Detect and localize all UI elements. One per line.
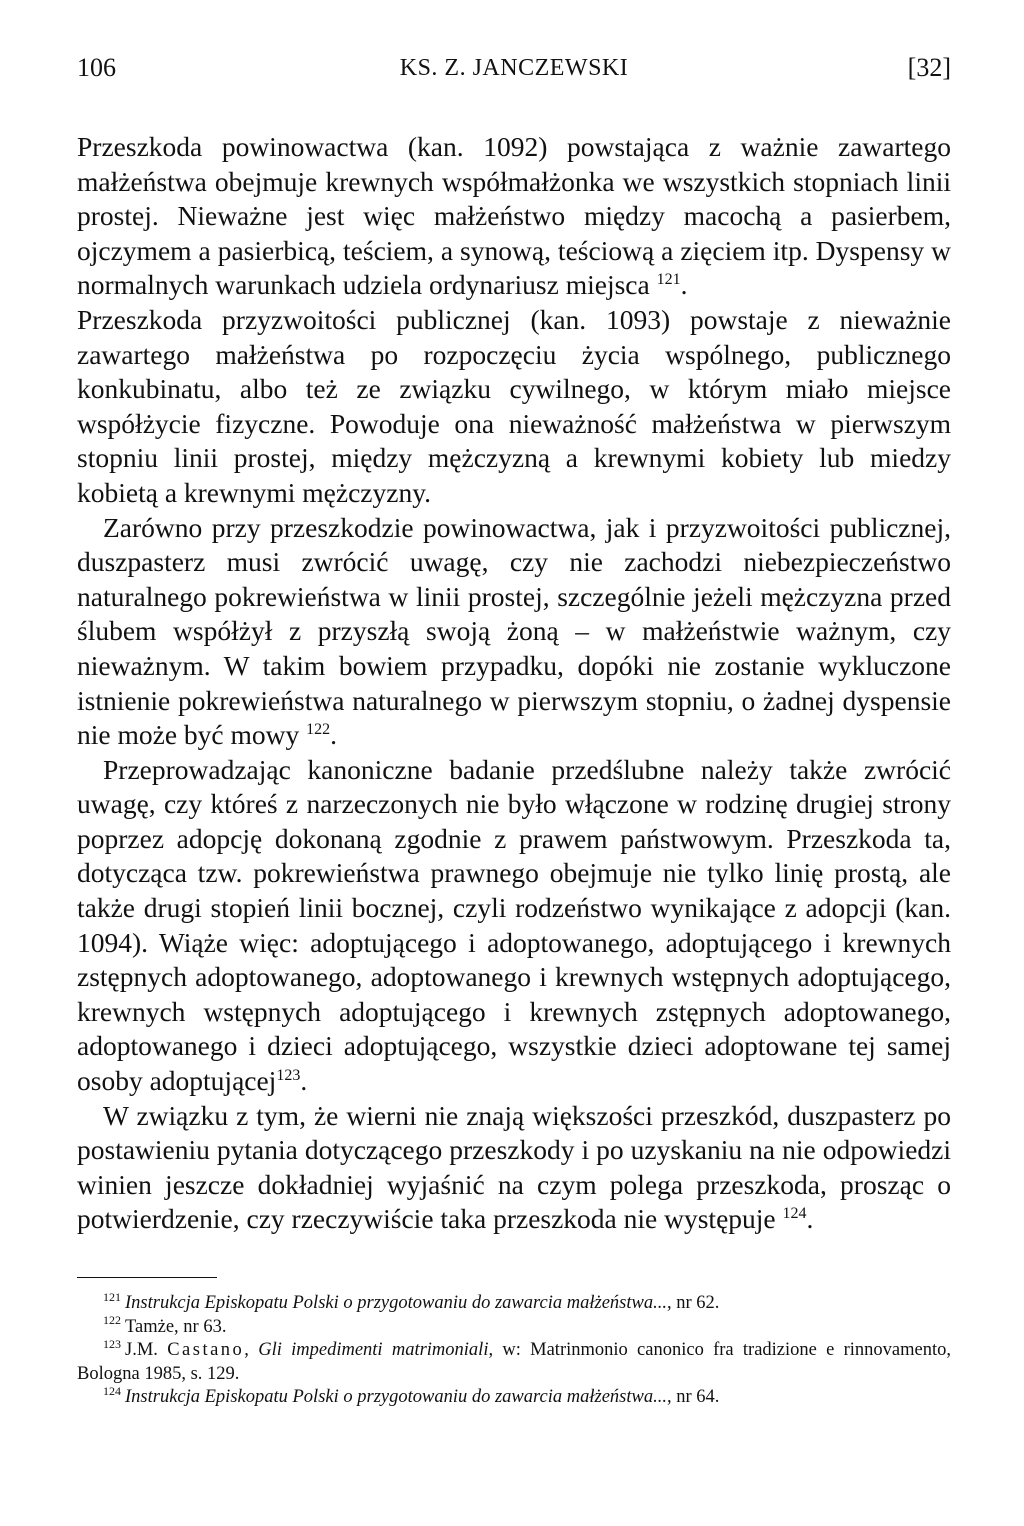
paragraph-text: W związku z tym, że wierni nie znają większości przeszkód, duszpasterz po postawieniu pytania dotyczącego przeszkody i po uzyskaniu na nie odpowiedzi winien jeszcze dokładniej wyjaśnić na czym polega przeszkoda, prosząc o potwierdzenie, czy rzeczywiście taka przeszkoda nie występuje	[77, 1099, 951, 1235]
footnote-ref[interactable]: 122	[306, 720, 331, 738]
paragraph-pastoral-inquiry	[77, 1099, 951, 1237]
paragraph-text: .	[806, 1203, 814, 1235]
running-head	[77, 48, 951, 88]
body-text	[77, 130, 951, 1237]
section-number: [32]	[907, 53, 951, 82]
footnote-text: , w: Matrinmonio canonico fra tradizione e rinnovamento, Bologna 1985, s. 129.	[77, 1340, 952, 1384]
paragraph-natural-kinship	[77, 511, 951, 753]
footnote-ref[interactable]: 124	[782, 1205, 807, 1223]
paragraph-legal-kinship	[77, 753, 951, 1099]
paragraph-public-propriety	[77, 303, 951, 511]
paragraph-text: .	[680, 269, 688, 301]
document-page	[77, 48, 951, 1410]
paragraph-text: Przeszkoda powinowactwa (kan. 1092) powstająca z ważnie zawartego małżeństwa obejmuje krewnych współmałżonka we wszystkich stopniach linii prostej. Nieważne jest więc małżeństwo między macochą a pasierbem, ojczymem a pasierbicą, teściem, a synową, teściową a zięciem itp. Dyspensy w normalnych warunkach udziela ordynariusz miejsca	[77, 131, 951, 301]
footnote-separator	[77, 1277, 217, 1278]
footnote-separator-comma: ,	[244, 1340, 259, 1360]
paragraph-text: Zarówno przy przeszkodzie powinowactwa, jak i przyzwoitości publicznej, duszpasterz musi zwrócić uwagę, czy nie zachodzi niebezpieczeństwo naturalnego pokrewieństwa w linii prostej, szczególnie jeżeli mężczyzna przed ślubem współżył z przyszłą swoją żoną – w małżeństwie ważnym, czy nieważnym. W takim bowiem przypadku, dopóki nie zostanie wykluczone istnienie pokrewieństwa naturalnego w pierwszym stopniu, o żadnej dyspensie nie może być mowy	[77, 511, 951, 751]
footnote-title: Instrukcja Episkopatu Polski o przygotowaniu do zawarcia małżeństwa...	[125, 1293, 667, 1313]
footnote-title: Instrukcja Episkopatu Polski o przygotowaniu do zawarcia małżeństwa...	[125, 1387, 667, 1407]
paragraph-text: Przeszkoda przyzwoitości publicznej (kan. 1093) powstaje z nieważnie zawartego małżeństwa po rozpoczęciu życia wspólnego, publicznego konkubinatu, albo też ze związku cywilnego, w którym miało miejsce współżycie fizyczne. Powoduje ona nieważność małżeństwa w pierwszym stopniu linii prostej, między mężczyzną a krewnymi kobiety lub miedzy kobietą a krewnymi mężczyzny.	[77, 303, 951, 508]
paragraph-text: Przeprowadzając kanoniczne badanie przedślubne należy także zwrócić uwagę, czy któreś z narzeczonych nie było włączone w rodzinę drugiej strony poprzez adopcję dokonaną zgodnie z prawem państwowym. Przeszkoda ta, dotycząca tzw. pokrewieństwa prawnego obejmuje nie tylko linię prostą, ale także drugi stopień linii bocznej, czyli rodzeństwo wynikające z adopcji (kan. 1094). Wiąże więc: adoptującego i adoptowanego, adoptującego i krewnych zstępnych adoptowanego, adoptowanego i krewnych wstępnych adoptującego, krewnych wstępnych adoptującego i krewnych zstępnych adoptowanego, adoptowanego i dzieci adoptującego, wszystkie dzieci adoptowane tej samej osoby adoptującej	[77, 753, 951, 1097]
paragraph-affinity	[77, 130, 951, 303]
page-number: 106	[77, 53, 116, 82]
footnote-ref[interactable]: 123	[276, 1066, 301, 1084]
footnote-number: 123	[103, 1336, 121, 1351]
paragraph-text: .	[330, 719, 337, 751]
footnote-123	[77, 1336, 952, 1386]
footnote-text: , nr 62.	[666, 1293, 720, 1313]
footnotes	[77, 1289, 952, 1410]
paragraph-text: .	[300, 1065, 308, 1097]
footnote-title: Gli impedimenti matrimoniali	[258, 1340, 489, 1360]
footnote-number: 122	[103, 1313, 121, 1328]
footnote-121	[77, 1289, 951, 1316]
footnote-ref[interactable]: 121	[656, 271, 681, 289]
footnote-122	[77, 1313, 951, 1340]
footnote-number: 124	[103, 1383, 121, 1398]
footnote-text: Tamże, nr 63.	[125, 1316, 227, 1337]
footnote-text: J.M.	[125, 1340, 168, 1360]
running-head-author: KS. Z. JANCZEWSKI	[399, 55, 629, 81]
footnote-author: Castano	[167, 1340, 245, 1360]
footnote-text: , nr 64.	[666, 1387, 720, 1407]
footnote-124	[77, 1383, 951, 1410]
footnote-number: 121	[103, 1289, 121, 1304]
